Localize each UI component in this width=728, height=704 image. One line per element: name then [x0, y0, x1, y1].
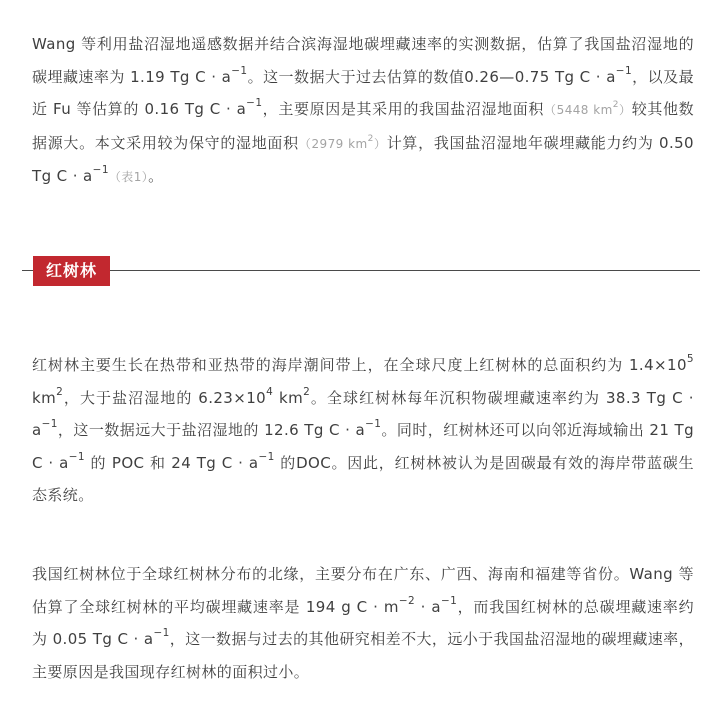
- note-text: （5448 km: [544, 103, 613, 117]
- note-text: ）: [618, 103, 632, 117]
- superscript: 2: [303, 385, 311, 398]
- text: ，这一数据与过去的其他研究相差不大，远小于我国盐沼湿地的碳埋藏速率，主要原因是我国现存红树林的面积过小。: [32, 630, 695, 681]
- text: ，而我国红树林的总碳埋藏速率约为 0.05 Tg C · a: [32, 597, 694, 648]
- text: 。这一数据大于过去估算的数值0.26—0.75 Tg C · a: [247, 67, 616, 86]
- note-text: （2979 km: [298, 136, 368, 151]
- text: 我国红树林位于全球红树林分布的北缘，主要分布在广东、广西、海南和福建等省份。Wang 等估算了全球红树林的平均碳埋藏速率是 194 g C · m: [32, 565, 694, 616]
- text: 较其他数据源大。本文采用较为保守的湿地面积: [32, 100, 694, 152]
- text: 的 POC 和 24 Tg C · a: [85, 453, 259, 472]
- text: 。: [148, 167, 164, 185]
- text: 。同时，红树林还可以向邻近海域输出 21 Tg C · a: [32, 421, 694, 472]
- superscript: 5: [686, 353, 694, 365]
- superscript: 2: [612, 100, 619, 110]
- text: Wang 等利用盐沼湿地遥感数据并结合滨海湿地碳埋藏速率的实测数据，估算了我国盐沼湿地的碳埋藏速率为 1.19 Tg C · a: [32, 35, 694, 86]
- superscript: −1: [440, 594, 458, 607]
- section-heading-mangrove: 红树林: [33, 256, 110, 286]
- text: km: [273, 388, 304, 407]
- superscript: −1: [258, 450, 275, 463]
- superscript: −1: [92, 164, 109, 176]
- paragraph-salt-marsh: [32, 28, 694, 194]
- text: ，大于盐沼湿地的 6.23×10: [63, 388, 267, 407]
- paragraph-mangrove-china: [32, 558, 694, 688]
- area-note: [544, 100, 632, 117]
- text: 的DOC。因此，红树林被认为是固碳最有效的海岸带蓝碳生态系统。: [32, 453, 694, 504]
- area-note: [298, 133, 387, 151]
- note-text: ）: [373, 136, 387, 151]
- superscript: 2: [56, 385, 64, 398]
- superscript: 4: [266, 385, 274, 398]
- superscript: −1: [153, 627, 170, 639]
- paragraph-mangrove-global: [32, 349, 694, 512]
- superscript: 2: [367, 133, 374, 144]
- text: ，以及最近 Fu 等估算的 0.16 Tg C · a: [32, 67, 694, 118]
- superscript: −1: [68, 450, 86, 463]
- section-divider: [22, 270, 700, 271]
- text: ，这一数据远大于盐沼湿地的 12.6 Tg C · a: [57, 421, 366, 439]
- text: 。全球红树林每年沉积物碳埋藏速率约为 38.3 Tg C · a: [32, 388, 694, 439]
- text: 红树林主要生长在热带和亚热带的海岸潮间带上，在全球尺度上红树林的总面积约为 1.4×10: [32, 356, 687, 374]
- superscript: −1: [615, 64, 633, 77]
- text: 计算，我国盐沼湿地年碳埋藏能力约为 0.50 Tg C · a: [32, 133, 694, 185]
- text: · a: [415, 597, 441, 616]
- table-reference-link[interactable]: （表1）: [108, 170, 149, 184]
- superscript: −1: [231, 64, 248, 77]
- text: km: [32, 388, 57, 407]
- superscript: −2: [398, 594, 416, 607]
- text: ，主要原因是其采用的我国盐沼湿地面积: [262, 100, 545, 118]
- superscript: −1: [246, 97, 263, 109]
- superscript: −1: [41, 418, 58, 430]
- superscript: −1: [365, 418, 382, 430]
